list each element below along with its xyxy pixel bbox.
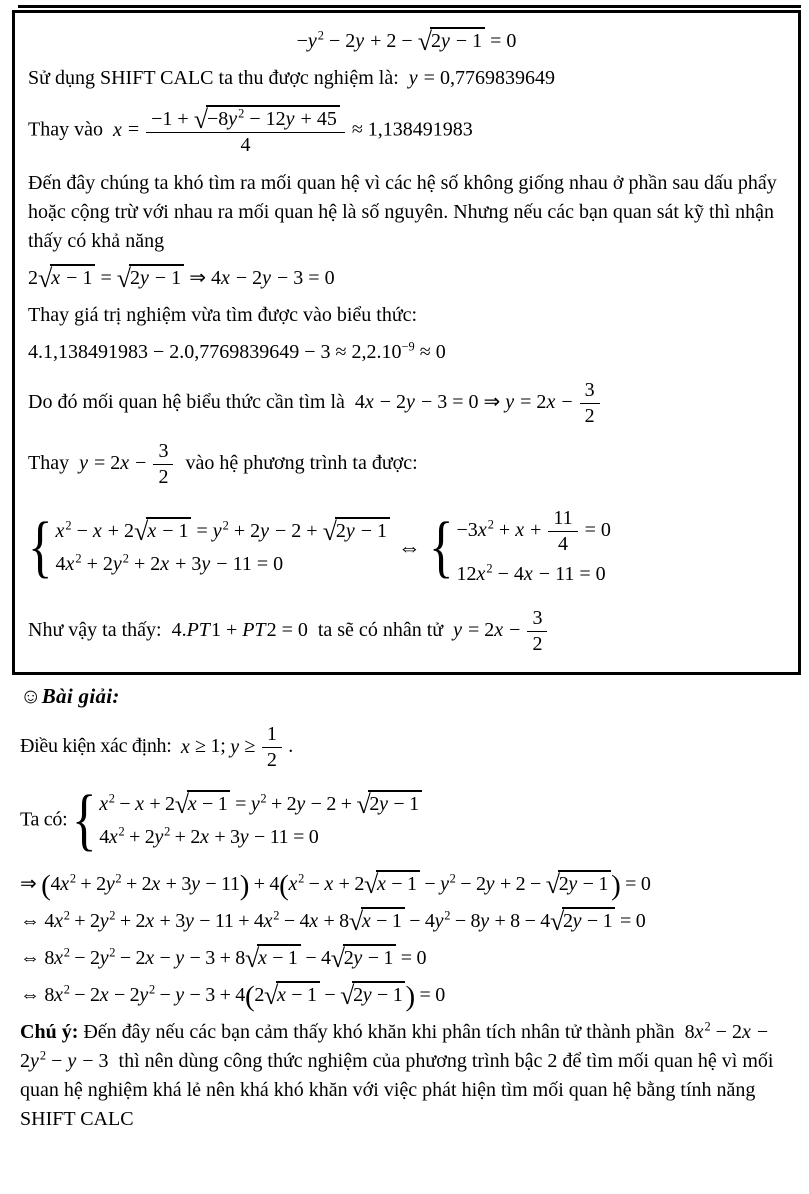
x-substitution: Thay vào x = $\frac{-1 + √-8y^2 - 12y + 45}{4}$ ≈ 1,138491983 <box>28 104 473 156</box>
system-equivalence: { $x^2 - x + 2√x - 1 = y^2 + 2y - 2 + √2y - 1$ $4x^2 + 2y^2 + 2x + 3y - 11 = 0$ ⇔ { $-3x^2 + x$ + $\frac{11}{4}$ = 0 $12x^2 - 4x - 11 = 0$ <box>28 507 611 586</box>
calculator-technique-box <box>12 10 801 675</box>
math-solution-document <box>0 5 809 1134</box>
solution-section <box>20 681 797 1134</box>
solution-heading: ☺Bài giải: <box>20 684 120 708</box>
relation-paragraph: Đến đây chúng ta khó tìm ra mối quan hệ vì các hệ số không giống nhau ở phần sau dấu phẩy hoặc cộng trừ với nhau ra mối quan hệ là số nguyên. Nhưng nếu các bạn quan sát kỹ thì nhận thấy có khả năng <box>28 172 777 252</box>
factor-conclusion: Như vậy ta thấy: 4.PT1 + PT2 = 0 ta sẽ có nhân tử y = 2x − $\frac{3}{2}$ <box>28 607 785 656</box>
factored-equation: ⇔ $8x^2 - 2x - 2y^2 - y - 3 + 4(2√x - 1 - √2y - 1$ ) = 0 <box>20 980 445 1013</box>
domain-condition: Điều kiện xác định: x ≥ 1; y ≥ $\frac{1}{2}$ . <box>20 723 293 772</box>
expanded-equation: ⇔ $4x^2 + 2y^2 + 2x + 3y - 11 + 4x^2 - 4x + 8√x - 1 - 4y^2 - 8y + 8 - 4√2y - 1 = 0$ <box>20 907 646 937</box>
shift-calc-result: Sử dụng SHIFT CALC ta thu được nghiệm là: y = 0,7769839649 <box>28 67 555 89</box>
numeric-check: $4.1,138491983 - 2.0,7769839649 - 3 \approx 2,2.10^{-9} \approx 0$ <box>28 339 446 363</box>
substitute-y-line: Thay y = 2x − $\frac{3}{2}$ vào hệ phương trình ta được: <box>28 440 418 488</box>
system-given: Ta có: { $x^2 - x + 2√x - 1 = y^2 + 2y - 2 + √2y - 1$ $4x^2 + 2y^2 + 2x + 3y - 11 = 0$ <box>20 784 797 858</box>
relation-conclusion: Do đó mối quan hệ biểu thức cần tìm là 4x − 2y − 3 = 0 ⇒ y = 2x − $\frac{3}{2}$ <box>28 379 785 428</box>
simplified-equation: ⇔ $8x^2 - 2y^2 - 2x - y - 3 + 8√x - 1 - 4√2y - 1 = 0$ <box>20 944 427 974</box>
substitute-values-note: Thay giá trị nghiệm vừa tìm được vào biểu thức: <box>28 304 418 326</box>
note-paragraph: Chú ý: Đến đây nếu các bạn cảm thấy khó khăn khi phân tích nhân tử thành phần $8x^2 - 2x - 2y^2 - y - 3$ thì nên dùng công thức nghiệm của phương trình bậc 2 để tìm mối quan hệ vì mối quan hệ nghiệm khá lẻ nên khá khó khăn với việc phát hiện tìm mối quan hệ bằng tính năng SHIFT CALC <box>20 1019 774 1131</box>
equation-initial: $-y^2 - 2y + 2 - √2y - 1 = 0$ <box>296 26 517 56</box>
sqrt-relation-equation: 2√x − 1 = √2y − 1 ⇒ 4x − 2y − 3 = 0 <box>28 263 335 293</box>
top-rule-divider <box>18 5 801 8</box>
combined-equation: ⇒ $(4x^2 + 2y^2 + 2x + 3y - 11) + 4(x^2 - x + 2√x - 1 - y^2 - 2y + 2 - √2y - 1$ ) = 0 <box>20 869 651 902</box>
